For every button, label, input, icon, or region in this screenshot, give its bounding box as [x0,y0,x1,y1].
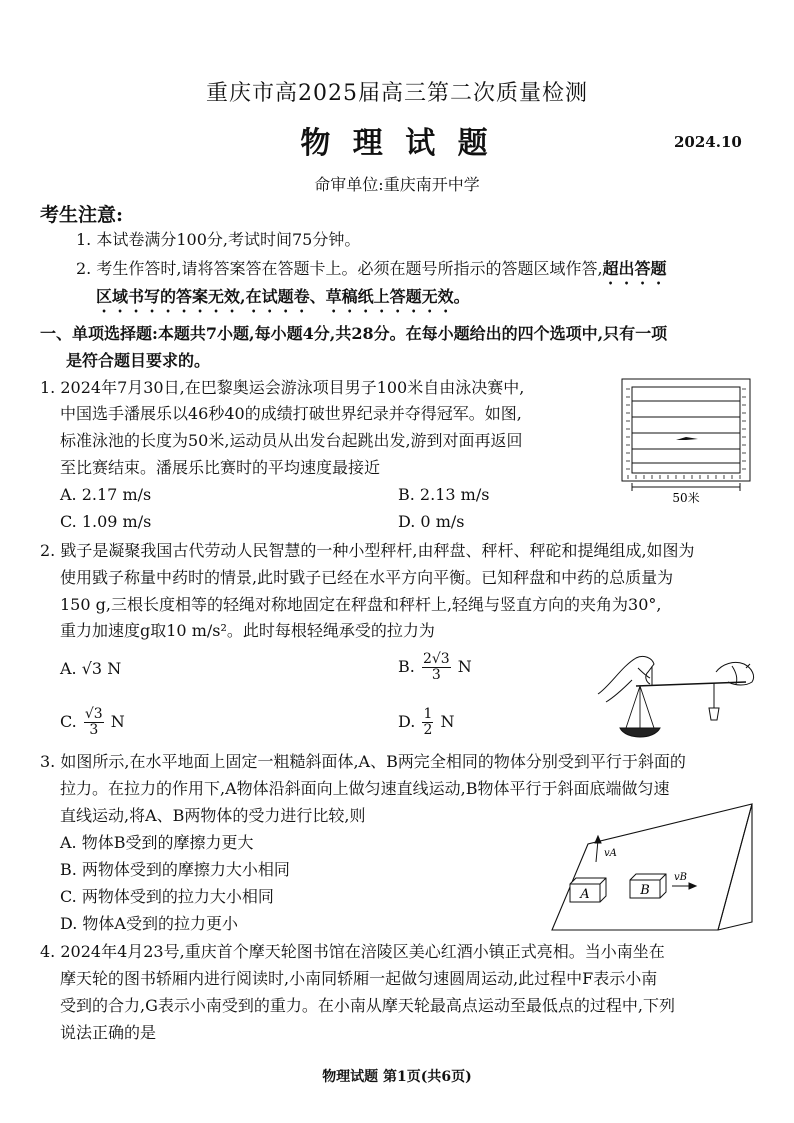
q2-option-a-value: √3 [81,659,103,678]
block-b [630,874,666,898]
q2-option-d-label: D. [398,712,416,731]
q2-option-b-unit: N [457,657,472,676]
q4-line-2: 摩天轮的图书轿厢内进行阅读时,小南同轿厢一起做匀速圆周运动,此过程中F表示小南 [60,969,658,988]
section-heading-cont: 是符合题目要求的。 [66,351,211,370]
block-a [570,878,606,902]
q4-line-3: 受到的合力,G表示小南受到的重力。在小南从摩天轮最高点运动至最低点的过程中,下列 [60,996,675,1015]
q1-option-b: B. 2.13 m/s [398,485,490,504]
q2-option-b-fraction [422,652,451,683]
block-b-label: B [640,883,650,898]
notice-item-2-emphasis-b: 区域书写的答案无效,在试题卷、草稿纸上答题无效。 [96,287,470,306]
pool-length-label: 50米 [672,491,700,505]
page-footer: 物理试题 第1页(共6页) [322,1069,472,1085]
q2-option-a-label: A. [60,659,77,678]
left-hand-icon [598,656,654,702]
q2-option-b-numerator: 2√3 [422,651,450,667]
q2-option-c-unit: N [110,712,125,731]
pool-lane-lines [632,401,740,463]
counterweight [709,708,719,720]
velocity-b-arrow [672,883,696,889]
q2-option-d-unit: N [440,712,455,731]
q2-option-d [398,707,454,738]
q2-option-b [398,652,472,683]
q1-line-4: 至比赛结束。潘展乐比赛时的平均速度最接近 [60,458,381,477]
block-a-label: A [580,887,590,902]
q3-line-1: 3. 如图所示,在水平地面上固定一粗糙斜面体,A、B两完全相同的物体分别受到平行于斜面的 [40,752,686,771]
q2-line-1: 2. 戥子是凝聚我国古代劳动人民智慧的一种小型秤杆,由秤盘、秤杆、秤砣和提绳组成,如图为 [40,541,695,560]
velocity-b-label: vB [674,872,687,883]
subject-title: 物 理 试 题 [300,126,494,161]
q2-line-2: 使用戥子称量中药时的情景,此时戥子已经在水平方向平衡。已知秤盘和中药的总质量为 [60,568,674,587]
q2-option-c-label: C. [60,712,77,731]
q3-option-a: A. 物体B受到的摩擦力更大 [60,833,254,852]
exam-date: 2024.10 [674,133,742,151]
q2-option-c-numerator: √3 [84,706,103,722]
q2-option-a-unit: N [107,659,122,678]
pan-cords [626,686,654,730]
section-heading: 一、单项选择题:本题共7小题,每小题4分,共28分。在每小题给出的四个选项中,只有一项 [40,324,668,343]
q1-line-2: 中国选手潘展乐以46秒40的成绩打破世界纪录并夺得冠军。如图, [60,404,522,423]
pool-outline [622,379,750,481]
q2-option-c [60,707,125,738]
swimmer-icon [676,437,698,440]
q3-option-c: C. 两物体受到的拉力大小相同 [60,887,274,906]
pool-dimension-line [632,483,740,491]
q2-option-c-fraction [84,707,104,738]
q2-option-d-fraction [422,707,433,738]
swimming-pool-figure [618,375,754,505]
q3-option-b: B. 两物体受到的摩擦力大小相同 [60,860,290,879]
q1-line-3: 标准泳池的长度为50米,运动员从出发台起跳出发,游到对面再返回 [60,431,523,450]
q2-option-a [60,655,121,683]
notice-item-2-emphasis-a: 超出答题 [602,259,667,278]
q1-option-d: D. 0 m/s [398,512,465,531]
q3-line-2: 拉力。在拉力的作用下,A物体沿斜面向上做匀速直线运动,B物体平行于斜面底端做匀速 [60,779,670,798]
pool-deck-hatching [626,389,746,479]
velocity-a-label: vA [604,848,617,859]
q1-option-a: A. 2.17 m/s [60,485,152,504]
q2-option-b-denominator: 3 [431,667,441,683]
q2-line-3: 150 g,三根长度相等的轻绳对称地固定在秤盘和秤杆上,轻绳与竖直方向的夹角为30°, [60,595,662,614]
notice-item-1: 1. 本试卷满分100分,考试时间75分钟。 [76,230,361,249]
q3-option-d: D. 物体A受到的拉力更小 [60,914,238,933]
q2-option-c-denominator: 3 [89,722,99,738]
q4-line-4: 说法正确的是 [60,1023,157,1042]
q4-line-1: 4. 2024年4月23号,重庆首个摩天轮图书馆在涪陵区美心红酒小镇正式亮相。当小南坐在 [40,942,665,961]
q2-option-d-denominator: 2 [423,722,433,738]
velocity-a-arrow [595,836,601,862]
q3-line-3: 直线运动,将A、B两物体的受力进行比较,则 [60,806,366,825]
q2-option-b-label: B. [398,657,415,676]
notice-title: 考生注意: [40,204,124,226]
weighing-pan [620,728,660,737]
notice-item-2-text: 2. 考生作答时,请将答案答在答题卡上。必须在题号所指示的答题区域作答, [76,259,603,278]
q2-option-d-numerator: 1 [423,706,433,722]
steelyard-figure [596,646,766,746]
incline-figure [548,798,758,940]
q2-line-4: 重力加速度g取10 m/s²。此时每根轻绳承受的拉力为 [60,621,435,640]
exam-name: 重庆市高2025届高三第二次质量检测 [206,81,588,106]
setter-unit: 命审单位:重庆南开中学 [314,175,480,194]
q1-line-1: 1. 2024年7月30日,在巴黎奥运会游泳项目男子100米自由泳决赛中, [40,378,525,397]
q1-option-c: C. 1.09 m/s [60,512,152,531]
incline-body [552,804,752,930]
